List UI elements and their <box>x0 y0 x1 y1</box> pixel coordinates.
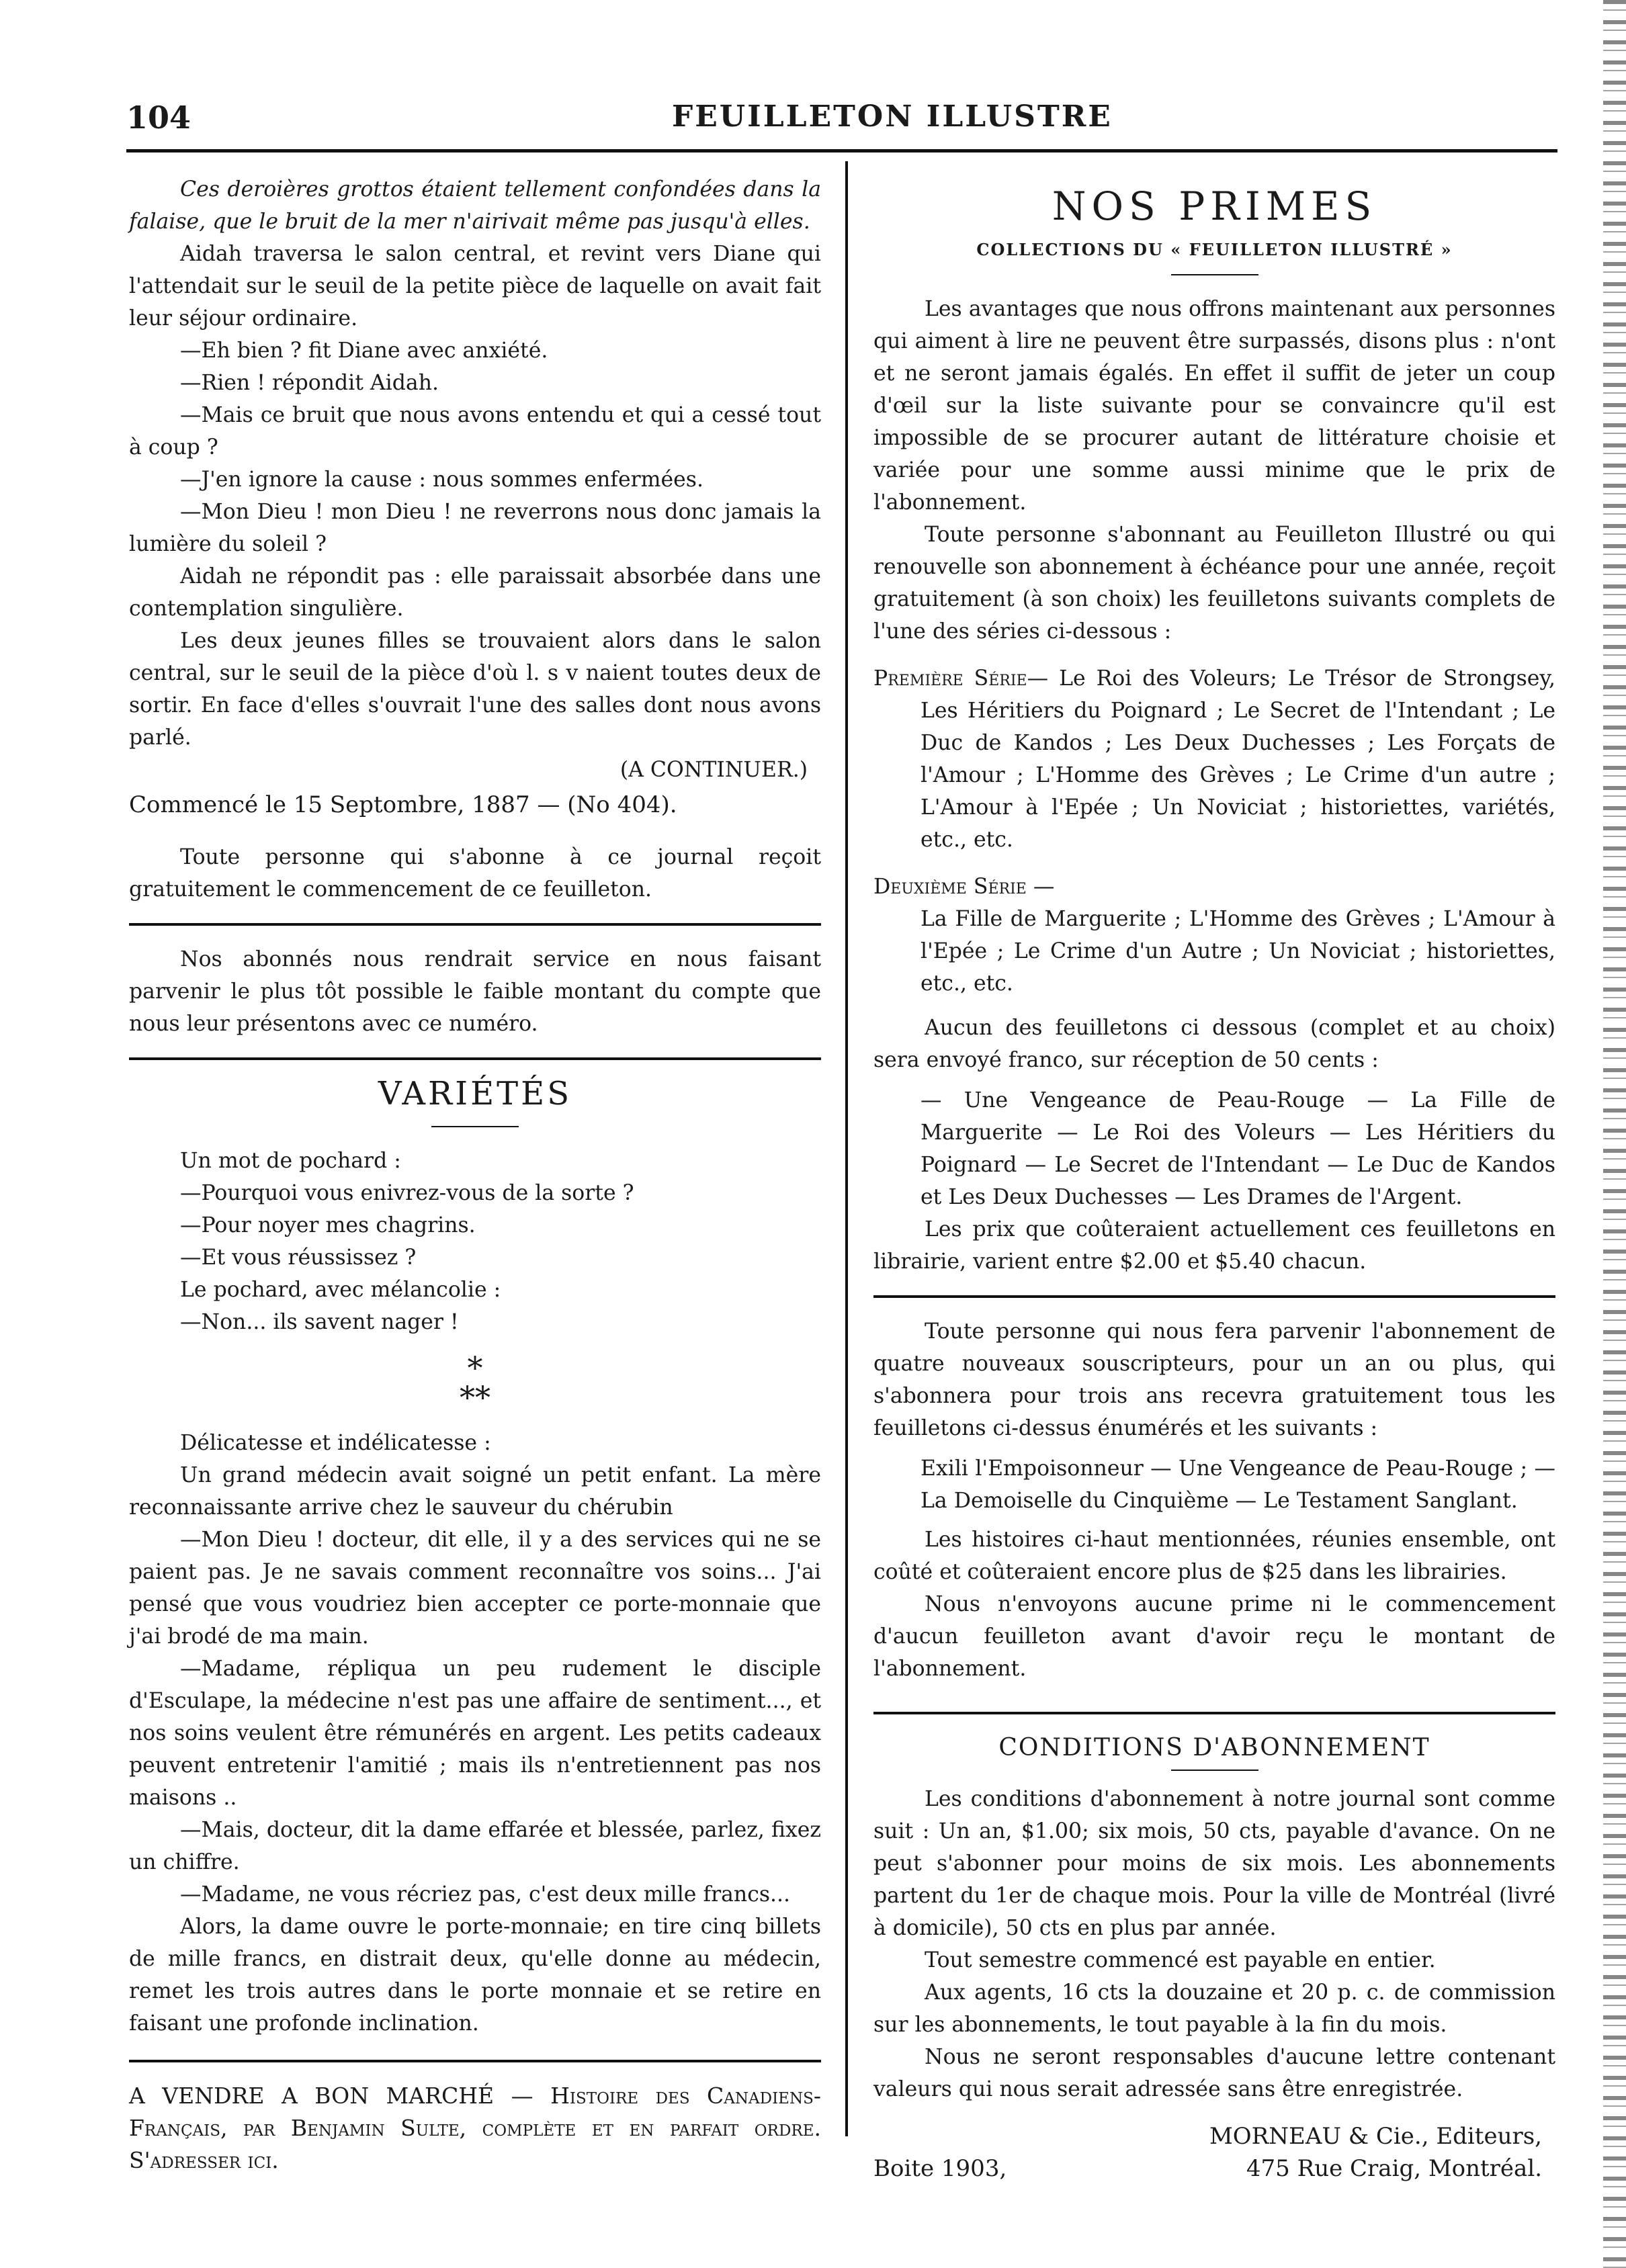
story-paragraph: —Mon Dieu ! mon Dieu ! ne reverrons nous donc jamais la lumière du soleil ? <box>129 500 821 556</box>
varietes-section <box>129 1075 821 2040</box>
conditions-paragraph: Tout semestre commencé est payable en entier. <box>925 1948 1436 1972</box>
anecdote-paragraph: —Madame, ne vous récriez pas, c'est deux mille francs... <box>180 1882 791 1907</box>
page-edge <box>1603 0 1626 2268</box>
story-paragraph: Aidah traversa le salon central, et revint vers Diane qui l'attendait sur le seuil de la petite pièce de laquelle on avait fait leur séjour ordinaire. <box>129 242 821 331</box>
varietes-title: VARIÉTÉS <box>378 1075 572 1113</box>
separator <box>129 1057 821 1060</box>
conditions-title: CONDITIONS D'ABONNEMENT <box>998 1734 1430 1761</box>
story-section <box>129 173 821 906</box>
delicatesse-title: Délicatesse et indélicatesse : <box>180 1431 491 1455</box>
conditions-paragraph: Nous ne seront responsables d'aucune lettre contenant valeurs qui nous serait adressée sans être enregistrée. <box>873 2045 1555 2101</box>
total-value-text: Les histoires ci-haut mentionnées, réunies ensemble, ont coûté et coûteraient encore plus de $25 dans les librairies. <box>873 1528 1555 1584</box>
varietes-line: —Pourquoi vous enivrez-vous de la sorte ? <box>180 1181 634 1205</box>
column-divider <box>845 161 848 2136</box>
title-underline <box>431 1126 519 1127</box>
serie-1 <box>873 662 1555 856</box>
publisher: MORNEAU & Cie., Editeurs, <box>1209 2123 1542 2150</box>
story-paragraph: —Mais ce bruit que nous avons entendu et qui a cessé tout à coup ? <box>129 403 821 460</box>
extra-list: Exili l'Empoisonneur — Une Vengeance de Peau-Rouge ; — La Demoiselle du Cinquième — Le Testament Sanglant. <box>921 1456 1555 1513</box>
primes-subtitle: COLLECTIONS DU « FEUILLETON ILLUSTRÉ » <box>976 240 1453 259</box>
serie-1-label: Première Série— <box>873 666 1049 691</box>
right-column <box>873 183 1555 2185</box>
story-paragraph: —Rien ! répondit Aidah. <box>180 371 439 395</box>
separator <box>873 1295 1555 1298</box>
primes-title: NOS PRIMES <box>1052 183 1377 229</box>
serie-1-list: Le Roi des Voleurs; Le Trésor de Strongsey, Les Héritiers du Poignard ; Le Secret de l'Intendant ; Le Duc de Kandos ; Les Deux Duchesses ; Les Forçats de l'Amour ; L'Homme des Grèves ; Le Crime d'un autre ; L'Amour à l'Epée ; Un Noviciat ; historiettes, variétés, etc., etc. <box>921 666 1556 852</box>
varietes-line: —Non... ils savent nager ! <box>180 1310 459 1334</box>
varietes-line: —Pour noyer mes chagrins. <box>180 1213 476 1237</box>
asterism: * ** <box>460 1350 490 1415</box>
publisher-address-line <box>873 2152 1555 2185</box>
sale-ad <box>129 2080 821 2177</box>
story-paragraph: Ces deroières grottos étaient tellement confondées dans la falaise, que le bruit de la mer n'airivait même pas jusqu'à elles. <box>129 177 821 234</box>
anecdote-paragraph: Alors, la dame ouvre le porte-monnaie; en tire cinq billets de mille francs, en distrait deux, qu'elle donne au médecin, remet les trois autres dans le porte monnaie et se retire en faisant une profonde inclination. <box>129 1915 821 2036</box>
anecdote-paragraph: Un grand médecin avait soigné un petit enfant. La mère reconnaissante arrive chez le sauveur du chérubin <box>129 1463 821 1520</box>
street-address: 475 Rue Craig, Montréal. <box>1246 2155 1542 2182</box>
varietes-line: Un mot de pochard : <box>180 1149 401 1173</box>
serie-2-list: La Fille de Marguerite ; L'Homme des Grèves ; L'Amour à l'Epée ; Le Crime d'un Autre ; Un Noviciat ; historiettes, etc., etc. <box>921 907 1555 996</box>
commenced-line: Commencé le 15 Septombre, 1887 — (No 404). <box>129 791 677 818</box>
sale-ad-body: Histoire des Canadiens-Français, par Benjamin Sulte, complète et en parfait ordre. S'adresser ici. <box>129 2083 821 2173</box>
four-subscribers-text: Toute personne qui nous fera parvenir l'abonnement de quatre nouveaux souscripteurs, pour un an ou plus, qui s'abonnera pour trois ans recevra gratuitement tous les feuilletons ci-dessus énumérés et les suivants : <box>873 1319 1555 1440</box>
left-column <box>129 173 821 2177</box>
anecdote-paragraph: —Madame, répliqua un peu rudement le disciple d'Esculape, la médecine n'est pas une affaire de sentiment..., et nos soins veulent être rémunérés en argent. Les petits cadeaux peuvent entretenir l'amitié ; mais ils n'entretiennent pas nos maisons .. <box>129 1657 821 1810</box>
header-rule <box>126 149 1557 152</box>
separator <box>129 2060 821 2062</box>
anecdote-paragraph: —Mais, docteur, dit la dame effarée et blessée, parlez, fixez un chiffre. <box>129 1818 821 1874</box>
notice: Toute personne qui s'abonne à ce journal reçoit gratuitement le commencement de ce feuilleton. <box>129 845 821 902</box>
conditions-paragraph: Les conditions d'abonnement à notre journal sont comme suit : Un an, $1.00; six mois, 50 cts, payable d'avance. On ne peut s'abonner pour moins de six mois. Les abonnements partent du 1er de chaque mois. Pour la ville de Montréal (livré à domicile), 50 cts en plus par année. <box>873 1787 1555 1940</box>
sale-ad-lead: A VENDRE A BON MARCHÉ — <box>129 2083 533 2109</box>
franco-text: Aucun des feuilletons ci dessous (complet et au choix) sera envoyé franco, sur réception de 50 cents : <box>873 1016 1555 1072</box>
story-paragraph: Aidah ne répondit pas : elle paraissait absorbée dans une contemplation singulière. <box>129 564 821 621</box>
primes-intro: Les avantages que nous offrons maintenant aux personnes qui aiment à lire ne peuvent être surpassés, disons plus : n'ont et ne seront jamais égalés. En effet il suffit de jeter un coup d'œil sur la liste suivante pour se convaincre qu'il est impossible de se procurer autant de littérature choisie et variée pour une somme aussi minime que le prix de l'abonnement. <box>873 297 1555 515</box>
story-paragraph: —J'en ignore la cause : nous sommes enfermées. <box>180 468 703 492</box>
page-number: 104 <box>126 99 191 136</box>
prices-text: Les prix que coûteraient actuellement ces feuilletons en librairie, varient entre $2.00 et $5.40 chacun. <box>873 1217 1555 1274</box>
conditions-paragraph: Aux agents, 16 cts la douzaine et 20 p. c. de commission sur les abonnements, le tout payable à la fin du mois. <box>873 1980 1555 2037</box>
anecdote-paragraph: —Mon Dieu ! docteur, dit elle, il y a des services qui ne se paient pas. Je ne savais comment reconnaître vos soins... J'ai pensé que vous voudriez bien accepter ce porte-monnaie que j'ai brodé de ma main. <box>129 1528 821 1649</box>
serie-2-label: Deuxième Série — <box>873 875 1055 899</box>
no-prime-text: Nous n'envoyons aucune prime ni le commencement d'aucun feuilleton avant d'avoir reçu le montant de l'abonnement. <box>873 1592 1555 1681</box>
title-underline <box>1171 274 1258 275</box>
post-box: Boite 1903, <box>873 2155 1007 2182</box>
separator <box>129 923 821 926</box>
franco-list: — Une Vengeance de Peau-Rouge — La Fille de Marguerite — Le Roi des Voleurs — Les Héritiers du Poignard — Le Secret de l'Intendant — Le Duc de Kandos et Les Deux Duchesses — Les Drames de l'Argent. <box>921 1088 1555 1209</box>
subscribers-note: Nos abonnés nous rendrait service en nous faisant parvenir le plus tôt possible le faible montant du compte que nous leur présentons avec ce numéro. <box>129 947 821 1036</box>
varietes-line: —Et vous réussissez ? <box>180 1246 417 1270</box>
primes-renew: Toute personne s'abonnant au Feuilleton Illustré ou qui renouvelle son abonnement à échéance pour une année, reçoit gratuitement (à son choix) les feuilletons suivants complets de l'une des séries ci-dessous : <box>873 523 1555 644</box>
story-paragraph: Les deux jeunes filles se trouvaient alors dans le salon central, sur le seuil de la pièce d'où l. s v naient toutes deux de sortir. En face d'elles s'ouvrait l'une des salles dont nous avons parlé. <box>129 629 821 750</box>
to-continue: (A CONTINUER.) <box>619 758 808 782</box>
story-paragraph: —Eh bien ? fit Diane avec anxiété. <box>180 339 548 363</box>
title-underline <box>1171 1770 1258 1771</box>
separator <box>873 1712 1555 1714</box>
varietes-line: Le pochard, avec mélancolie : <box>180 1278 501 1302</box>
conditions-section <box>873 1732 1555 2185</box>
page-header-title: FEUILLETON ILLUSTRE <box>672 99 1113 134</box>
